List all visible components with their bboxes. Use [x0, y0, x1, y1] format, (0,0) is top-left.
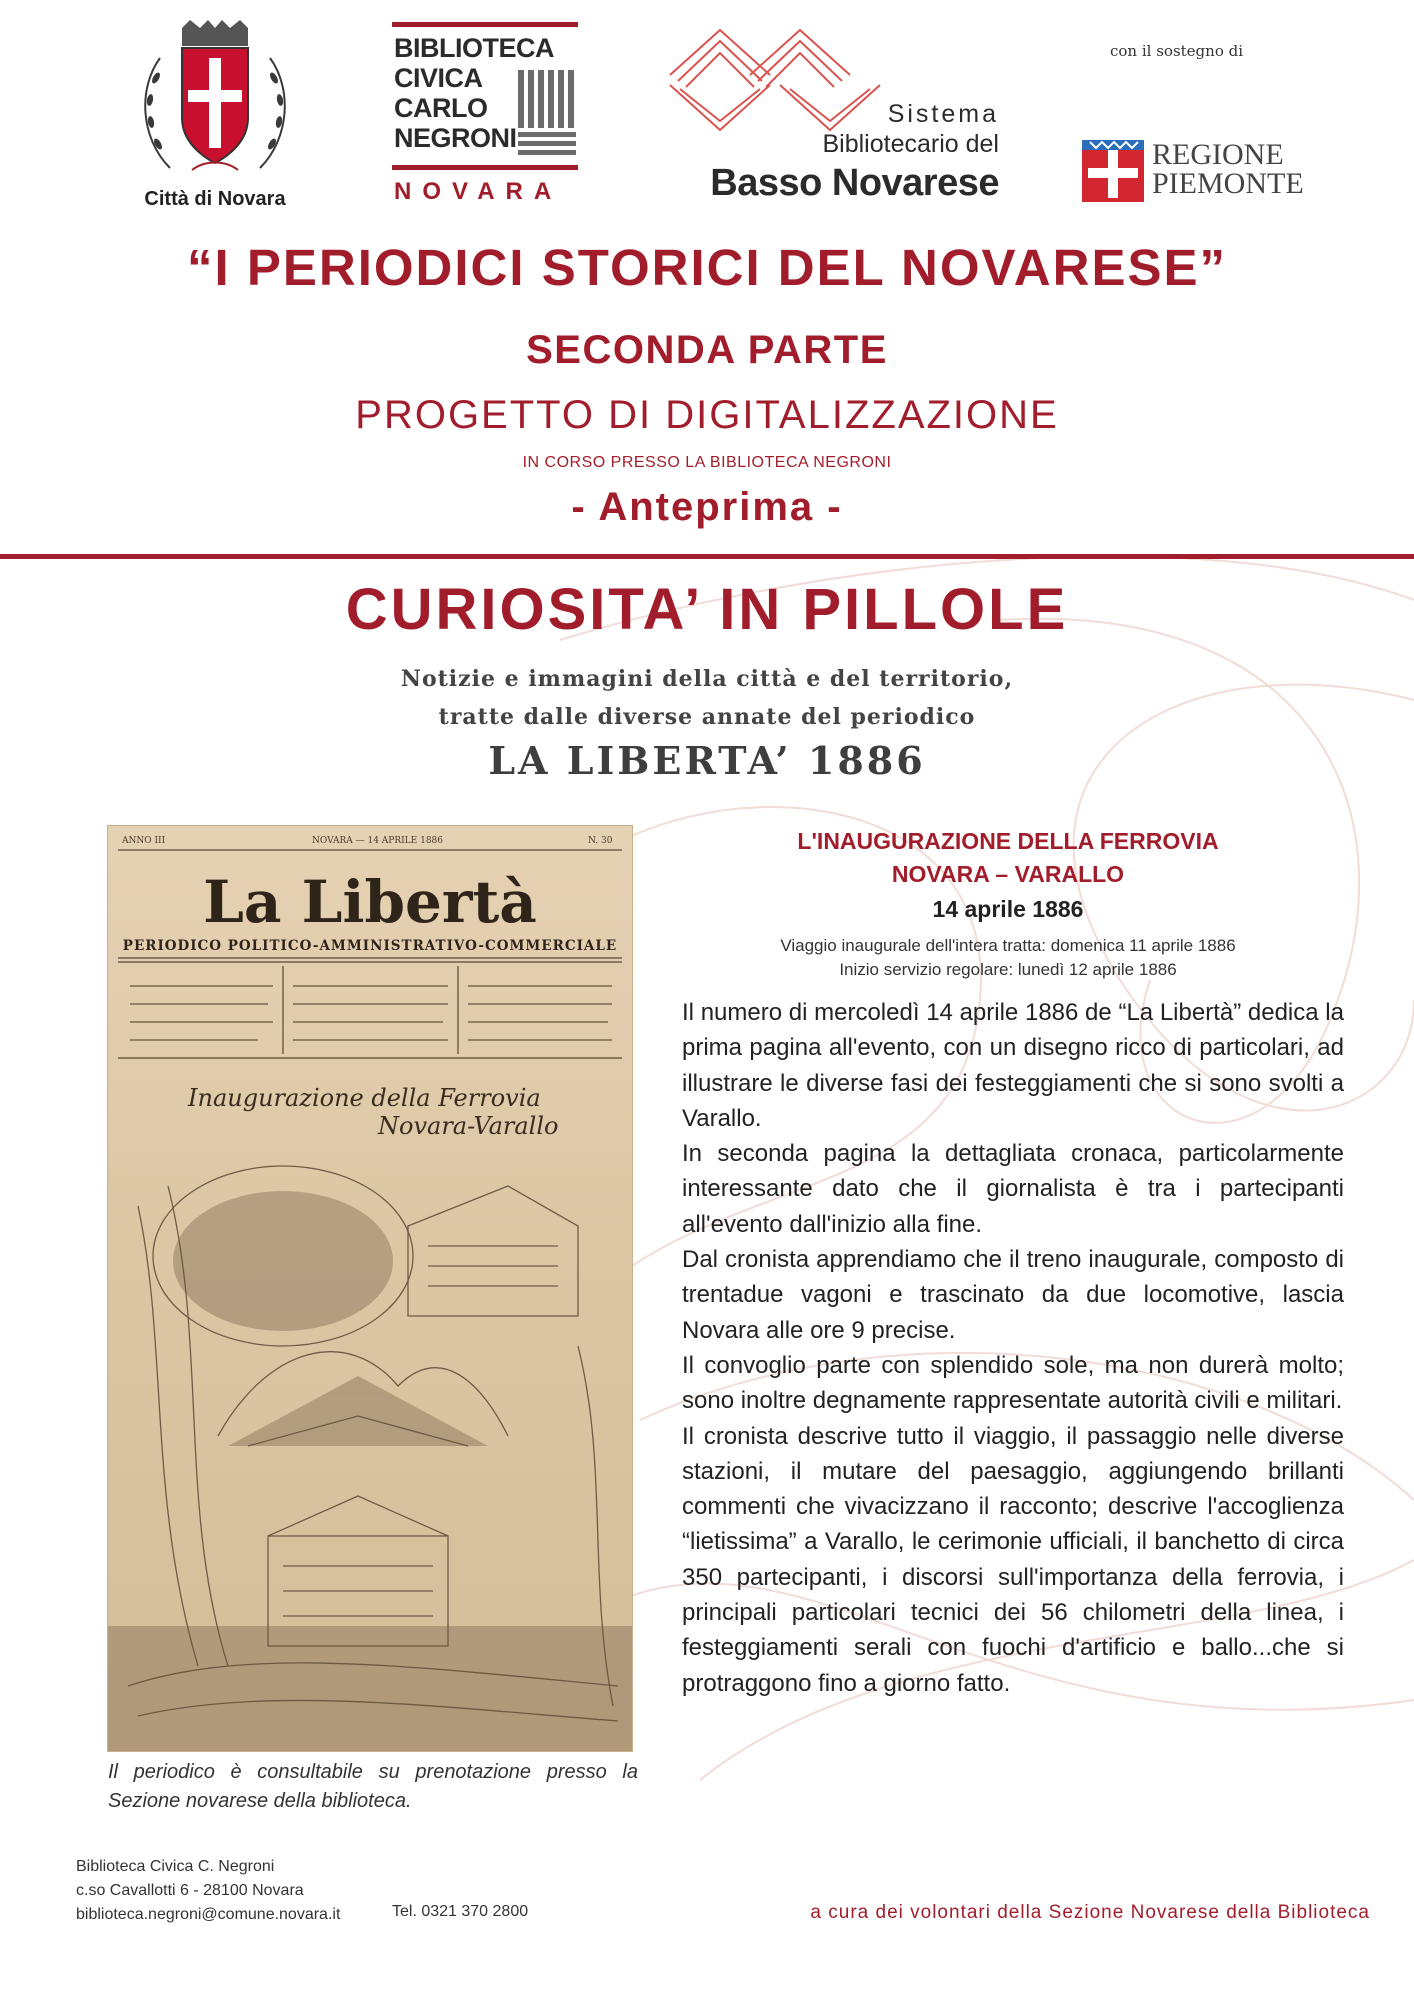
article-notes [668, 934, 1348, 982]
newspaper-number: N. 30 [588, 836, 613, 846]
intro-text [0, 660, 1414, 736]
article-paragraph: Il numero di mercoledì 14 aprile 1886 de “La Libertà” dedica la prima pagina all'evento, con un disegno ricco di particolari, ad illustrare le diverse fasi dei festeggiamenti che si sono svolti a Varallo. [682, 999, 1344, 1132]
newspaper-subtitle: PERIODICO POLITICO-AMMINISTRATIVO-COMMERCIALE [122, 938, 618, 954]
sistema-bibliotecario-logo [650, 25, 1015, 215]
intro-line-1: Notizie e immagini della città e del territorio, [400, 666, 1014, 692]
article-date: 14 aprile 1886 [932, 896, 1084, 922]
intro-line-2: tratte dalle diverse annate del periodico [438, 704, 976, 730]
engraving-illustration [108, 1146, 632, 1751]
section-divider [0, 554, 1414, 559]
article-title-line-1: L'INAUGURAZIONE DELLA FERROVIA [797, 828, 1219, 854]
coat-of-arms-icon [130, 18, 300, 186]
book-pages-icon [660, 25, 890, 135]
biblioteca-negroni-logo [392, 22, 582, 212]
books-icon [516, 66, 578, 156]
piemonte-flag-icon [1082, 140, 1144, 202]
logo-line-2: CIVICA [394, 63, 483, 93]
sistema-line-1: Sistema [887, 100, 999, 128]
sistema-line-3: Basso Novarese [710, 162, 999, 204]
logo-line-3: CARLO [394, 93, 488, 123]
regione-piemonte-logo [1082, 138, 1302, 208]
article-title-line-2: NOVARA – VARALLO [891, 861, 1125, 887]
project-title: PROGETTO DI DIGITALIZZAZIONE [355, 393, 1059, 437]
regione-text [1152, 140, 1304, 198]
article-paragraph: Dal cronista apprendiamo che il treno inaugurale, composto di trentadue vagoni e trascinato da due locomotive, lascia Novara alle ore 9 precise. [682, 1246, 1344, 1344]
article-title [668, 825, 1348, 891]
regione-line-1: REGIONE [1152, 138, 1284, 171]
drawing-title-line-1: Inaugurazione della Ferrovia [188, 1084, 541, 1112]
article-paragraph: Il convoglio parte con splendido sole, ma non durerà molto; sono inoltre degnamente rappresentate autorità civili e militari. [682, 1351, 1344, 1415]
curiosita-title: CURIOSITA’ IN PILLOLE [345, 577, 1069, 642]
part-title: SECONDA PARTE [526, 328, 888, 372]
newspaper-masthead: La Libertà [203, 868, 537, 936]
main-title: “I PERIODICI STORICI DEL NOVARESE” [187, 239, 1227, 296]
sistema-line-2: Bibliotecario del [822, 130, 999, 158]
periodical-title: LA LIBERTA’ 1886 [488, 738, 926, 783]
article-note-2: Inizio servizio regolare: lunedì 12 aprile 1886 [839, 960, 1177, 979]
footer-telephone: Tel. 0321 370 2800 [392, 1903, 529, 1920]
article-paragraph: In seconda pagina la dettagliata cronaca, particolarmente interessante dato che il giornalista è tra i partecipanti all'evento dall'inizio alla fine. [682, 1140, 1344, 1238]
city-of-novara-logo [130, 18, 300, 218]
support-text: con il sostegno di [1110, 42, 1244, 60]
drawing-title [188, 1084, 558, 1140]
footer-address-line-2: c.so Cavallotti 6 - 28100 Novara [76, 1882, 304, 1899]
drawing-title-line-2: Novara-Varallo [378, 1112, 559, 1140]
footer-address-line-1: Biblioteca Civica C. Negroni [76, 1858, 275, 1875]
newspaper-dateline: NOVARA — 14 APRILE 1886 [312, 836, 443, 846]
newspaper-anno: ANNO III [122, 836, 166, 846]
image-caption: Il periodico è consultabile su prenotazione presso la Sezione novarese della biblioteca. [108, 1761, 638, 1812]
city-logo-caption: Città di Novara [144, 188, 286, 210]
logo-line-1: BIBLIOTECA [394, 33, 554, 63]
article-note-1: Viaggio inaugurale dell'intera tratta: domenica 11 aprile 1886 [780, 936, 1236, 955]
logo-city: NOVARA [394, 178, 563, 205]
regione-line-2: PIEMONTE [1152, 167, 1304, 200]
logo-middle-bar [392, 165, 578, 170]
article-paragraph: Il cronista descrive tutto il viaggio, il passaggio nelle diverse stazioni, il mutare del paesaggio, aggiungendo brillanti commenti che vivacizzano il racconto; descrive l'accoglienza “lietissima” a Varallo, le cerimonie ufficiali, il banchetto di circa 350 partecipanti, i discorsi sull'importanza della ferrovia, i principali particolari tecnici dei 56 chilometri della linea, i festeggiamenti serali con fuochi d'artificio e ballo...che si protraggono fino a giorno fatto. [682, 1422, 1344, 1697]
newspaper-front-page-image [108, 826, 632, 1751]
article-body [682, 995, 1344, 1701]
in-progress-subtitle: IN CORSO PRESSO LA BIBLIOTECA NEGRONI [522, 454, 892, 471]
logo-top-bar [392, 22, 578, 27]
footer-email: biblioteca.negroni@comune.novara.it [76, 1906, 341, 1923]
footer-credits: a cura dei volontari della Sezione Novarese della Biblioteca [810, 1902, 1370, 1923]
logo-line-4: NEGRONI [394, 123, 517, 153]
preview-title: - Anteprima - [571, 485, 843, 529]
